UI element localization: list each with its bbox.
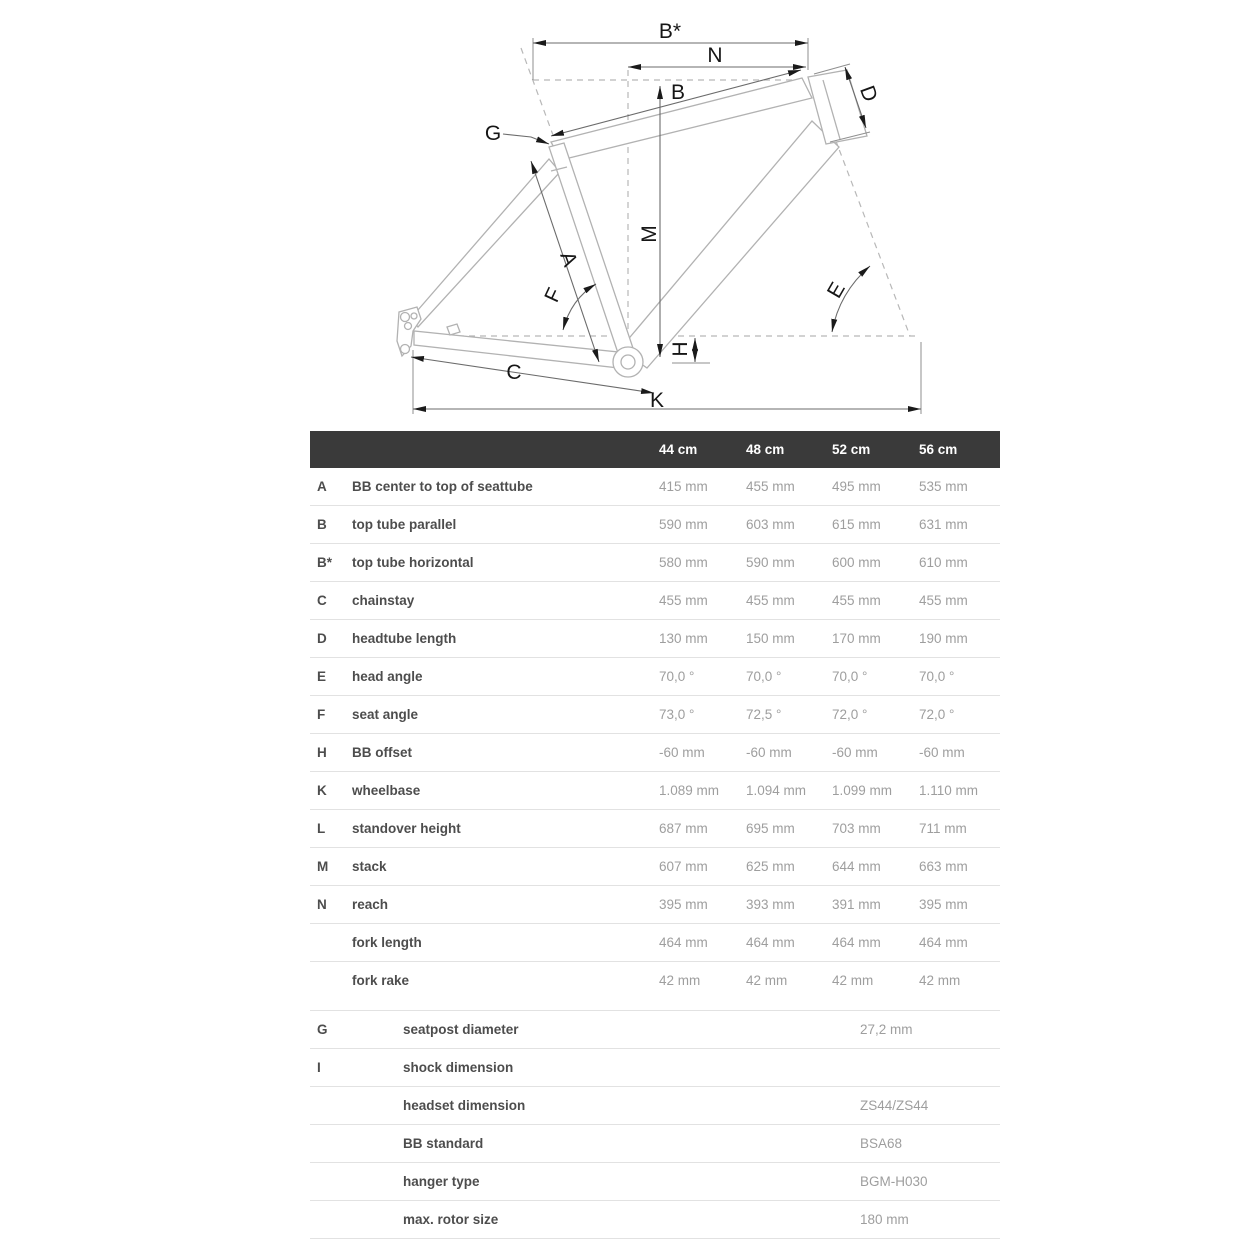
row-value: 130 mm — [659, 631, 708, 646]
table-row — [310, 1086, 1000, 1124]
row-label: wheelbase — [352, 783, 421, 798]
row-value: 711 mm — [919, 821, 967, 836]
size-header: 44 cm — [659, 442, 698, 457]
row-value: 610 mm — [919, 555, 968, 570]
row-label: shock dimension — [403, 1060, 514, 1075]
row-value: 1.099 mm — [832, 783, 893, 798]
row-value: ZS44/ZS44 — [860, 1098, 929, 1113]
row-value: 393 mm — [746, 897, 795, 912]
table-row — [310, 886, 1000, 924]
table-row — [310, 658, 1000, 696]
row-value: 625 mm — [746, 859, 795, 874]
dim-seat-angle-arc — [563, 284, 596, 330]
label-top-tube-horizontal: B* — [658, 20, 682, 43]
row-value: 687 mm — [659, 821, 708, 836]
row-letter: B — [317, 517, 327, 532]
row-value: BGM-H030 — [860, 1174, 928, 1189]
row-value: 70,0 ° — [919, 669, 955, 684]
row-value: 395 mm — [919, 897, 968, 912]
row-value: 607 mm — [659, 859, 708, 874]
row-value: 663 mm — [919, 859, 968, 874]
row-label: fork length — [352, 935, 422, 950]
row-value: 590 mm — [746, 555, 795, 570]
table-row — [310, 544, 1000, 582]
cable-guide — [447, 324, 460, 335]
row-label: BB center to top of seattube — [352, 479, 533, 494]
dropout-bolt — [405, 323, 412, 330]
row-value: 70,0 ° — [746, 669, 782, 684]
size-header: 48 cm — [746, 442, 785, 457]
row-letter: A — [317, 479, 327, 494]
row-value: 70,0 ° — [659, 669, 695, 684]
table-row — [310, 1200, 1000, 1239]
row-value: 150 mm — [746, 631, 795, 646]
row-letter: B* — [317, 555, 333, 570]
table-row — [310, 1010, 1000, 1048]
row-value: 455 mm — [746, 479, 795, 494]
dropout-bolt — [401, 313, 410, 322]
row-value: 455 mm — [746, 593, 795, 608]
table-row — [310, 696, 1000, 734]
row-value: 415 mm — [659, 479, 708, 494]
size-header: 56 cm — [919, 442, 958, 457]
row-value: 1.089 mm — [659, 783, 720, 798]
label-bb-offset: H — [669, 341, 692, 357]
row-value: 615 mm — [832, 517, 881, 532]
row-label: top tube parallel — [352, 517, 457, 532]
row-label: BB offset — [352, 745, 412, 760]
dropout-bolt — [411, 313, 417, 319]
row-value: 495 mm — [832, 479, 881, 494]
geometry-table-body — [310, 468, 1000, 999]
row-letter: N — [317, 897, 327, 912]
table-row — [310, 962, 1000, 999]
row-letter: H — [317, 745, 327, 760]
row-value: 190 mm — [919, 631, 968, 646]
row-letter: L — [317, 821, 326, 836]
table-row — [310, 1124, 1000, 1162]
leader-seatpost — [503, 134, 549, 144]
row-value: 695 mm — [746, 821, 795, 836]
row-label: head angle — [352, 669, 423, 684]
row-label: hanger type — [403, 1174, 480, 1189]
table-row — [310, 468, 1000, 506]
row-label: standover height — [352, 821, 461, 836]
label-head-angle: E — [822, 278, 850, 303]
table-header-row — [310, 431, 1000, 468]
row-value: 644 mm — [832, 859, 881, 874]
row-value: 600 mm — [832, 555, 881, 570]
table-row — [310, 1162, 1000, 1200]
row-value: 180 mm — [860, 1212, 909, 1227]
table-row — [310, 772, 1000, 810]
row-letter: I — [317, 1060, 321, 1075]
row-value: 42 mm — [919, 973, 961, 988]
row-value: 464 mm — [832, 935, 881, 950]
bb-bore — [621, 355, 635, 369]
row-letter: K — [317, 783, 327, 798]
frame-geometry-diagram — [0, 0, 1242, 428]
row-value: 42 mm — [832, 973, 874, 988]
label-reach: N — [707, 44, 723, 67]
row-value: 27,2 mm — [860, 1022, 913, 1037]
row-value: 1.110 mm — [919, 783, 979, 798]
row-value: -60 mm — [919, 745, 965, 760]
row-value: -60 mm — [659, 745, 705, 760]
row-value: 70,0 ° — [832, 669, 868, 684]
row-value: 170 mm — [832, 631, 881, 646]
row-value: 455 mm — [832, 593, 881, 608]
row-letter: F — [317, 707, 326, 722]
row-value: -60 mm — [746, 745, 792, 760]
row-value: 580 mm — [659, 555, 708, 570]
row-value: 455 mm — [919, 593, 968, 608]
row-label: stack — [352, 859, 387, 874]
row-label: top tube horizontal — [352, 555, 474, 570]
row-value: 603 mm — [746, 517, 795, 532]
label-seatpost: G — [484, 122, 502, 145]
row-value: 391 mm — [832, 897, 881, 912]
label-wheelbase: K — [649, 389, 665, 412]
row-value: 455 mm — [659, 593, 708, 608]
row-label: seatpost diameter — [403, 1022, 519, 1037]
row-value: 42 mm — [659, 973, 701, 988]
table-row — [310, 810, 1000, 848]
row-value: 72,5 ° — [746, 707, 782, 722]
label-chainstay: C — [506, 361, 522, 384]
row-value: 590 mm — [659, 517, 708, 532]
row-letter: C — [317, 593, 327, 608]
table-row — [310, 848, 1000, 886]
row-letter: M — [317, 859, 329, 874]
row-value: 703 mm — [832, 821, 881, 836]
row-value: 464 mm — [746, 935, 795, 950]
extra-spec-table — [310, 1010, 1000, 1239]
table-row — [310, 506, 1000, 544]
frame-outline — [397, 70, 867, 377]
row-label: reach — [352, 897, 389, 912]
row-value: 631 mm — [919, 517, 968, 532]
row-value: -60 mm — [832, 745, 878, 760]
table-row — [310, 582, 1000, 620]
table-row — [310, 734, 1000, 772]
row-value: 42 mm — [746, 973, 788, 988]
row-label: fork rake — [352, 973, 410, 988]
row-letter: G — [317, 1022, 328, 1037]
row-value: 535 mm — [919, 479, 968, 494]
row-label: max. rotor size — [403, 1212, 499, 1227]
row-value: 73,0 ° — [659, 707, 695, 722]
table-row — [310, 620, 1000, 658]
row-value: 72,0 ° — [832, 707, 868, 722]
down-tube — [620, 121, 839, 368]
table-row — [310, 1048, 1000, 1086]
table-row — [310, 924, 1000, 962]
row-label: headtube length — [352, 631, 457, 646]
label-top-tube-parallel: B — [670, 81, 686, 104]
row-label: chainstay — [352, 593, 415, 608]
label-seat-angle: F — [540, 284, 567, 306]
seat-stay — [411, 159, 560, 327]
size-header: 52 cm — [832, 442, 871, 457]
row-value: 395 mm — [659, 897, 708, 912]
label-stack: M — [638, 225, 661, 243]
row-label: BB standard — [403, 1136, 484, 1151]
row-value: 1.094 mm — [746, 783, 807, 798]
row-value: BSA68 — [860, 1136, 903, 1151]
row-value: 464 mm — [659, 935, 708, 950]
row-label: seat angle — [352, 707, 419, 722]
row-label: headset dimension — [403, 1098, 526, 1113]
geometry-table — [310, 431, 1000, 999]
label-seat-tube: A — [555, 248, 582, 270]
row-letter: E — [317, 669, 327, 684]
row-letter: D — [317, 631, 327, 646]
row-value: 72,0 ° — [919, 707, 955, 722]
dropout-bolt — [401, 345, 410, 354]
label-headtube: D — [855, 82, 882, 105]
row-value: 464 mm — [919, 935, 968, 950]
